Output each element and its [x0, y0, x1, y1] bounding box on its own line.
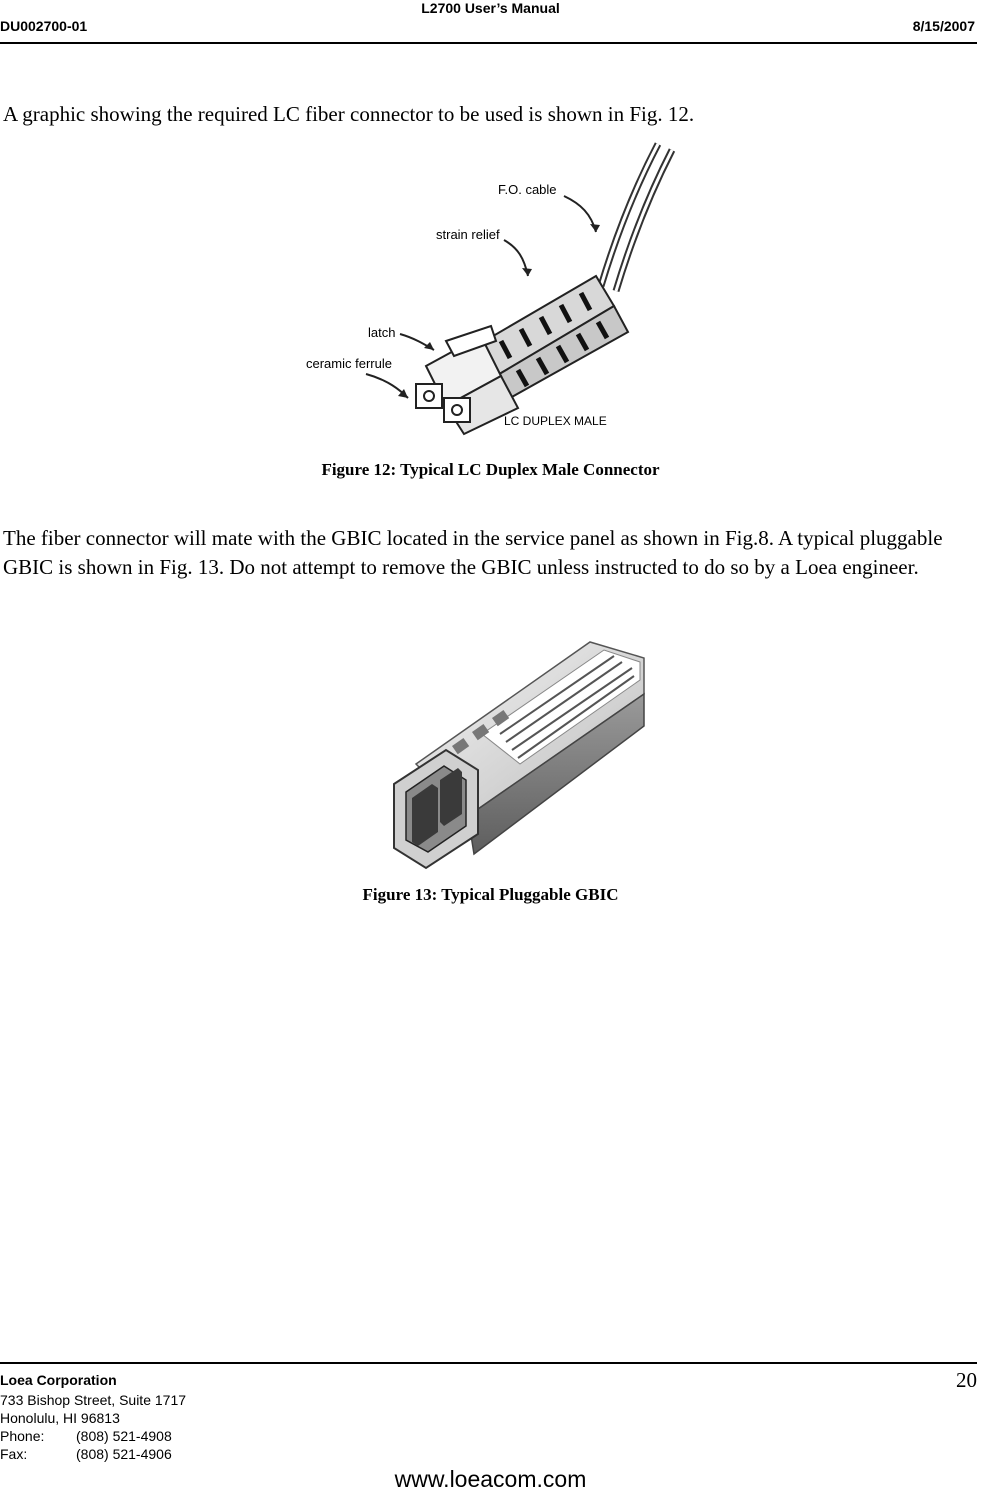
label-strain-relief: strain relief	[436, 227, 500, 242]
company-name: Loea Corporation	[0, 1372, 117, 1388]
address-line-2: Honolulu, HI 96813	[0, 1410, 120, 1426]
document-date: 8/15/2007	[912, 18, 975, 34]
page-number: 20	[956, 1368, 977, 1392]
figure-12-caption: Figure 12: Typical LC Duplex Male Connector	[321, 460, 660, 479]
figure-13-caption: Figure 13: Typical Pluggable GBIC	[362, 885, 619, 904]
manual-title: L2700 User’s Manual	[421, 0, 560, 16]
fax-row	[0, 1445, 300, 1463]
fax-number: (808) 521-4906	[76, 1446, 172, 1462]
label-fo-cable: F.O. cable	[498, 182, 557, 197]
phone-number: (808) 521-4908	[76, 1428, 172, 1444]
website-url: www.loeacom.com	[394, 1466, 587, 1492]
document-id: DU002700-01	[0, 18, 88, 34]
label-ceramic-ferrule: ceramic ferrule	[306, 356, 392, 371]
label-latch: latch	[368, 325, 396, 340]
fax-label: Fax:	[0, 1446, 28, 1462]
lc-connector-figure	[296, 136, 686, 446]
gbic-figure	[382, 634, 650, 872]
footer-divider	[0, 1362, 977, 1364]
intro-paragraph: A graphic showing the required LC fiber connector to be used is shown in Fig. 12.	[3, 102, 695, 126]
phone-row	[0, 1427, 300, 1445]
address-line-1: 733 Bishop Street, Suite 1717	[0, 1392, 187, 1408]
gbic-paragraph: The fiber connector will mate with the GBIC located in the service panel as shown in Fig.8. A typical pluggable GBIC is shown in Fig. 13. Do not attempt to remove the GBIC unless instructed to do so by a Loea engineer.	[3, 526, 943, 579]
label-lc-duplex-male: LC DUPLEX MALE	[504, 414, 607, 428]
header-divider	[0, 42, 977, 44]
phone-label: Phone:	[0, 1428, 45, 1444]
